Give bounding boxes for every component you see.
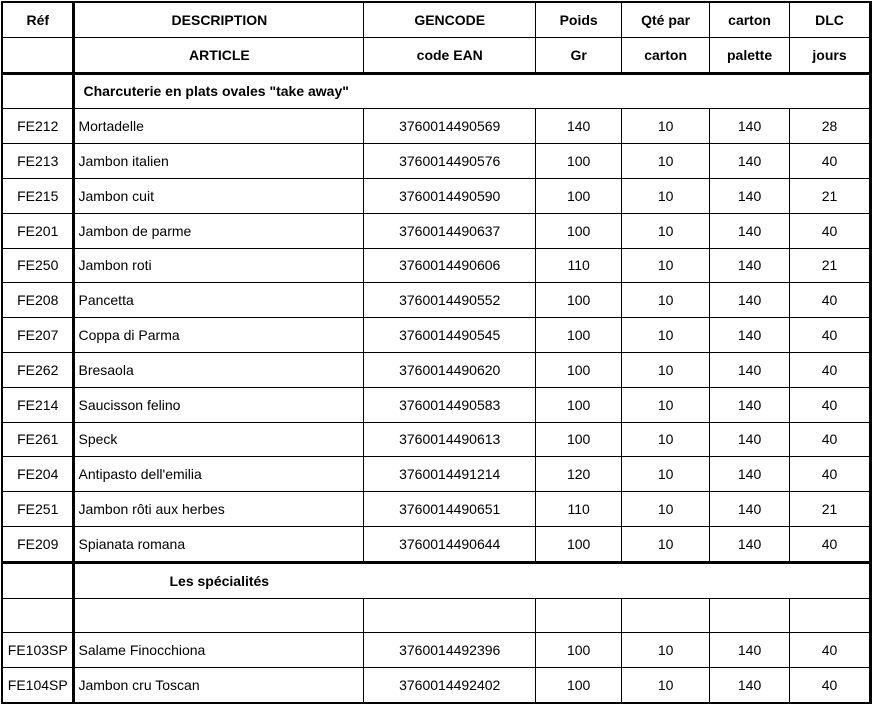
ref-cell: FE212 <box>2 109 74 144</box>
weight-cell: 100 <box>536 422 622 457</box>
dlc-cell: 40 <box>790 526 871 562</box>
qty-per-carton-cell: 10 <box>622 387 710 422</box>
header-cell: ARTICLE <box>74 37 364 73</box>
qty-per-carton-cell: 10 <box>622 248 710 283</box>
header-cell: Poids <box>536 2 622 37</box>
article-cell: Mortadelle <box>74 109 364 144</box>
carton-per-pallet-cell: 140 <box>710 178 790 213</box>
dlc-cell: 21 <box>790 248 871 283</box>
ean-cell: 3760014490637 <box>364 213 536 248</box>
article-cell: Salame Finocchiona <box>74 633 364 668</box>
product-row <box>2 387 871 422</box>
dlc-cell: 40 <box>790 668 871 703</box>
article-cell: Speck <box>74 422 364 457</box>
weight-cell: 100 <box>536 633 622 668</box>
weight-cell: 100 <box>536 526 622 562</box>
dlc-cell: 40 <box>790 422 871 457</box>
qty-per-carton-cell: 10 <box>622 457 710 492</box>
blank-cell <box>710 598 790 633</box>
blank-cell <box>536 598 622 633</box>
ref-cell: FE213 <box>2 144 74 179</box>
ref-cell: FE214 <box>2 387 74 422</box>
carton-per-pallet-cell: 140 <box>710 492 790 527</box>
article-cell: Jambon rôti aux herbes <box>74 492 364 527</box>
weight-cell: 100 <box>536 318 622 353</box>
product-row <box>2 178 871 213</box>
ref-cell: FE208 <box>2 283 74 318</box>
ean-cell: 3760014491214 <box>364 457 536 492</box>
ref-cell: FE201 <box>2 213 74 248</box>
weight-cell: 100 <box>536 178 622 213</box>
product-row <box>2 457 871 492</box>
header-cell: palette <box>710 37 790 73</box>
weight-cell: 100 <box>536 144 622 179</box>
dlc-cell: 21 <box>790 492 871 527</box>
carton-per-pallet-cell: 140 <box>710 352 790 387</box>
blank-cell <box>790 598 871 633</box>
header-cell: Gr <box>536 37 622 73</box>
ref-cell: FE209 <box>2 526 74 562</box>
dlc-cell: 28 <box>790 109 871 144</box>
weight-cell: 100 <box>536 213 622 248</box>
weight-cell: 110 <box>536 492 622 527</box>
dlc-cell: 40 <box>790 283 871 318</box>
product-row <box>2 352 871 387</box>
carton-per-pallet-cell: 140 <box>710 457 790 492</box>
product-row <box>2 422 871 457</box>
ean-cell: 3760014490651 <box>364 492 536 527</box>
header-cell: Réf <box>2 2 74 37</box>
dlc-cell: 21 <box>790 178 871 213</box>
article-cell: Saucisson felino <box>74 387 364 422</box>
article-cell: Coppa di Parma <box>74 318 364 353</box>
ean-cell: 3760014490576 <box>364 144 536 179</box>
qty-per-carton-cell: 10 <box>622 668 710 703</box>
ean-cell: 3760014490583 <box>364 387 536 422</box>
section-header-row <box>2 73 871 109</box>
carton-per-pallet-cell: 140 <box>710 213 790 248</box>
carton-per-pallet-cell: 140 <box>710 633 790 668</box>
header-cell: GENCODE <box>364 2 536 37</box>
qty-per-carton-cell: 10 <box>622 109 710 144</box>
ref-cell: FE103SP <box>2 633 74 668</box>
header-cell: carton <box>622 37 710 73</box>
qty-per-carton-cell: 10 <box>622 144 710 179</box>
product-row <box>2 109 871 144</box>
ean-cell: 3760014490613 <box>364 422 536 457</box>
header-cell: jours <box>790 37 871 73</box>
weight-cell: 110 <box>536 248 622 283</box>
header-cell: DESCRIPTION <box>74 2 364 37</box>
header-cell <box>2 37 74 73</box>
weight-cell: 100 <box>536 387 622 422</box>
article-cell: Jambon roti <box>74 248 364 283</box>
qty-per-carton-cell: 10 <box>622 283 710 318</box>
ean-cell: 3760014490606 <box>364 248 536 283</box>
carton-per-pallet-cell: 140 <box>710 318 790 353</box>
product-row <box>2 633 871 668</box>
carton-per-pallet-cell: 140 <box>710 387 790 422</box>
dlc-cell: 40 <box>790 144 871 179</box>
article-cell: Bresaola <box>74 352 364 387</box>
article-cell: Jambon de parme <box>74 213 364 248</box>
ean-cell: 3760014490644 <box>364 526 536 562</box>
ref-cell: FE204 <box>2 457 74 492</box>
weight-cell: 140 <box>536 109 622 144</box>
section-title: Charcuterie en plats ovales "take away" <box>74 73 871 109</box>
blank-row <box>2 598 871 633</box>
ref-cell: FE207 <box>2 318 74 353</box>
carton-per-pallet-cell: 140 <box>710 422 790 457</box>
header-row <box>2 2 871 37</box>
carton-per-pallet-cell: 140 <box>710 526 790 562</box>
blank-cell <box>74 598 364 633</box>
section-title: Les spécialités <box>74 562 871 598</box>
header-cell: code EAN <box>364 37 536 73</box>
carton-per-pallet-cell: 140 <box>710 144 790 179</box>
carton-per-pallet-cell: 140 <box>710 248 790 283</box>
dlc-cell: 40 <box>790 633 871 668</box>
product-row <box>2 213 871 248</box>
section-ref-cell <box>2 73 74 109</box>
product-table <box>1 1 872 704</box>
carton-per-pallet-cell: 140 <box>710 668 790 703</box>
carton-per-pallet-cell: 140 <box>710 283 790 318</box>
qty-per-carton-cell: 10 <box>622 526 710 562</box>
product-row <box>2 492 871 527</box>
header-row <box>2 37 871 73</box>
article-cell: Jambon italien <box>74 144 364 179</box>
carton-per-pallet-cell: 140 <box>710 109 790 144</box>
product-row <box>2 144 871 179</box>
ean-cell: 3760014490620 <box>364 352 536 387</box>
dlc-cell: 40 <box>790 457 871 492</box>
product-row <box>2 248 871 283</box>
qty-per-carton-cell: 10 <box>622 352 710 387</box>
ref-cell: FE261 <box>2 422 74 457</box>
article-cell: Antipasto dell'emilia <box>74 457 364 492</box>
dlc-cell: 40 <box>790 318 871 353</box>
weight-cell: 100 <box>536 283 622 318</box>
product-row <box>2 318 871 353</box>
dlc-cell: 40 <box>790 387 871 422</box>
blank-cell <box>364 598 536 633</box>
blank-cell <box>2 598 74 633</box>
weight-cell: 100 <box>536 352 622 387</box>
qty-per-carton-cell: 10 <box>622 633 710 668</box>
weight-cell: 120 <box>536 457 622 492</box>
qty-per-carton-cell: 10 <box>622 178 710 213</box>
header-cell: Qté par <box>622 2 710 37</box>
blank-cell <box>622 598 710 633</box>
ean-cell: 3760014492402 <box>364 668 536 703</box>
header-cell: DLC <box>790 2 871 37</box>
article-cell: Jambon cru Toscan <box>74 668 364 703</box>
ref-cell: FE250 <box>2 248 74 283</box>
ref-cell: FE215 <box>2 178 74 213</box>
ean-cell: 3760014490569 <box>364 109 536 144</box>
section-ref-cell <box>2 562 74 598</box>
dlc-cell: 40 <box>790 213 871 248</box>
ean-cell: 3760014490552 <box>364 283 536 318</box>
ean-cell: 3760014492396 <box>364 633 536 668</box>
product-row <box>2 283 871 318</box>
ref-cell: FE251 <box>2 492 74 527</box>
ean-cell: 3760014490590 <box>364 178 536 213</box>
weight-cell: 100 <box>536 668 622 703</box>
ean-cell: 3760014490545 <box>364 318 536 353</box>
header-cell: carton <box>710 2 790 37</box>
qty-per-carton-cell: 10 <box>622 318 710 353</box>
qty-per-carton-cell: 10 <box>622 422 710 457</box>
article-cell: Pancetta <box>74 283 364 318</box>
ref-cell: FE262 <box>2 352 74 387</box>
section-header-row <box>2 562 871 598</box>
dlc-cell: 40 <box>790 352 871 387</box>
product-row <box>2 526 871 562</box>
qty-per-carton-cell: 10 <box>622 213 710 248</box>
article-cell: Spianata romana <box>74 526 364 562</box>
qty-per-carton-cell: 10 <box>622 492 710 527</box>
ref-cell: FE104SP <box>2 668 74 703</box>
article-cell: Jambon cuit <box>74 178 364 213</box>
